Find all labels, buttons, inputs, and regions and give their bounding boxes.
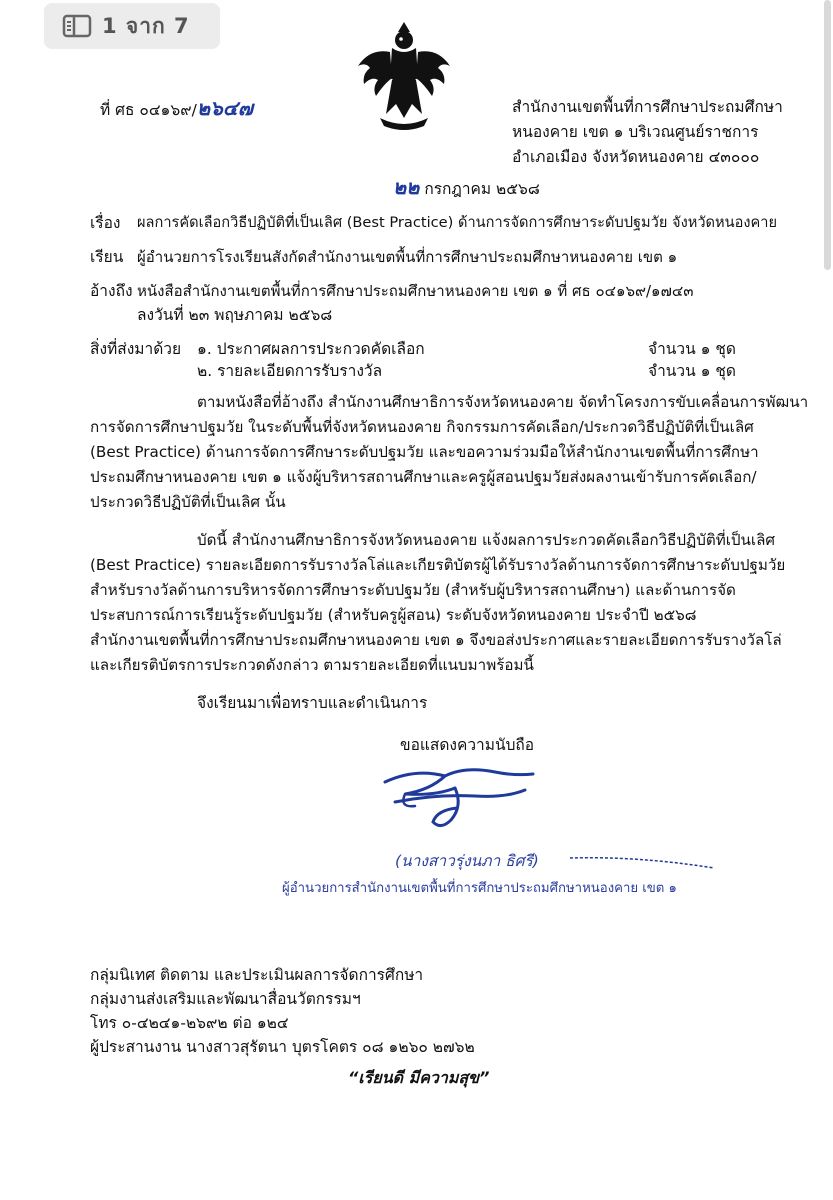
office-line-1: สำนักงานเขตพื้นที่การศึกษาประถมศึกษา — [512, 98, 783, 116]
para2-line-1: บัดนี้ สำนักงานศึกษาธิการจังหวัดหนองคาย แจ้งผลการประกวดคัดเลือกวิธีปฏิบัติที่เป็นเลิศ — [197, 531, 776, 549]
subject-label: เรื่อง — [90, 214, 121, 232]
subject-text: ผลการคัดเลือกวิธีปฏิบัติที่เป็นเลิศ (Best Practice) ด้านการจัดการศึกษาระดับปฐมวัย จังหวัดหนองคาย — [137, 214, 778, 231]
signature-image — [375, 760, 545, 838]
ref-prefix: ที่ ศธ ๐๔๑๖๙/ — [100, 101, 197, 119]
para1-line-2: การจัดการศึกษาปฐมวัย ในระดับพื้นที่จังหวัดหนองคาย กิจกรรมการคัดเลือก/ประกวดวิธีปฏิบัติที่เป็นเลิศ — [90, 418, 754, 436]
enclosure-item-2: ๒. รายละเอียดการรับรางวัล — [197, 362, 383, 380]
ref-label: อ้างถึง — [90, 282, 133, 300]
page-indicator[interactable] — [44, 3, 220, 49]
para1-line-1: ตามหนังสือที่อ้างถึง สำนักงานศึกษาธิการจังหวัดหนองคาย จัดทำโครงการขับเคลื่อนการพัฒนา — [197, 393, 809, 411]
garuda-emblem-icon — [352, 18, 457, 133]
footer-line-2: กลุ่มงานส่งเสริมและพัฒนาสื่อนวัตกรรมฯ — [90, 990, 361, 1008]
para1-line-3: (Best Practice) ด้านการจัดการศึกษาระดับปฐมวัย และขอความร่วมมือให้สำนักงานเขตพื้นที่การศึกษา — [90, 443, 759, 461]
signer-name: (นางสาวรุ่งนภา ธิศรี) — [395, 852, 539, 870]
page-indicator-label: 1 จาก 7 — [102, 13, 190, 38]
para2-line-6: และเกียรติบัตรการประกวดดังกล่าว ตามรายละเอียดที่แนบมาพร้อมนี้ — [90, 656, 534, 674]
motto: “เรียนดี มีความสุข” — [348, 1068, 490, 1087]
enclosure-item-1: ๑. ประกาศผลการประกวดคัดเลือก — [197, 340, 425, 358]
date-handwritten: ๒๒ — [393, 175, 420, 199]
ref-text-1: หนังสือสำนักงานเขตพื้นที่การศึกษาประถมศึกษาหนองคาย เขต ๑ ที่ ศธ ๐๔๑๖๙/๑๗๔๓ — [137, 282, 694, 300]
footer-line-4: ผู้ประสานงาน นางสาวสุรัตนา บุตรโคตร ๐๘ ๑๒๖๐ ๒๗๖๒ — [90, 1038, 475, 1056]
to-label: เรียน — [90, 248, 124, 266]
para2-line-4: ประสบการณ์การเรียนรู้ระดับปฐมวัย (สำหรับครูผู้สอน) ระดับจังหวัดหนองคาย ประจำปี ๒๕๖๘ — [90, 606, 697, 624]
scrollbar[interactable] — [824, 0, 831, 270]
pen-stroke-mark — [568, 852, 718, 872]
closing-request: จึงเรียนมาเพื่อทราบและดำเนินการ — [197, 694, 428, 712]
office-line-3: อำเภอเมือง จังหวัดหนองคาย ๔๓๐๐๐ — [512, 148, 760, 166]
para1-line-4: ประถมศึกษาหนองคาย เขต ๑ แจ้งผู้บริหารสถานศึกษาและครูผู้สอนปฐมวัยส่งผลงานเข้ารับการคัดเลือก/ — [90, 468, 757, 486]
ref-text-2: ลงวันที่ ๒๓ พฤษภาคม ๒๕๖๘ — [137, 306, 333, 324]
enclosure-qty-2: จำนวน ๑ ชุด — [648, 362, 736, 380]
para2-line-3: สำหรับรางวัลด้านการบริหารจัดการศึกษาระดับปฐมวัย (สำหรับผู้บริหารสถานศึกษา) และด้านการจัด — [90, 581, 736, 599]
office-line-2: หนองคาย เขต ๑ บริเวณศูนย์ราชการ — [512, 123, 759, 141]
to-text: ผู้อำนวยการโรงเรียนสังกัดสำนักงานเขตพื้นที่การศึกษาประถมศึกษาหนองคาย เขต ๑ — [137, 248, 678, 266]
reference-number — [100, 97, 253, 121]
footer-line-3: โทร ๐-๔๒๔๑-๒๖๙๒ ต่อ ๑๒๔ — [90, 1014, 289, 1032]
book-icon — [62, 14, 92, 38]
para1-line-5: ประกวดวิธีปฏิบัติที่เป็นเลิศ นั้น — [90, 493, 286, 511]
para2-line-2: (Best Practice) รายละเอียดการรับรางวัลโล่และเกียรติบัตรผู้ได้รับรางวัลด้านการจัดการศึกษาระดับปฐมวัย — [90, 556, 786, 574]
letter-date — [393, 176, 540, 200]
salutation: ขอแสดงความนับถือ — [400, 736, 535, 754]
ref-handwritten: ๒๖๔๗ — [196, 96, 253, 120]
footer-line-1: กลุ่มนิเทศ ติดตาม และประเมินผลการจัดการศึกษา — [90, 966, 424, 984]
signer-position: ผู้อำนวยการสำนักงานเขตพื้นที่การศึกษาประถมศึกษาหนองคาย เขต ๑ — [282, 881, 677, 896]
para2-line-5: สำนักงานเขตพื้นที่การศึกษาประถมศึกษาหนองคาย เขต ๑ จึงขอส่งประกาศและรายละเอียดการรับรางวัลโล่ — [90, 631, 782, 649]
date-rest: กรกฎาคม ๒๕๖๘ — [424, 180, 540, 198]
enclosure-qty-1: จำนวน ๑ ชุด — [648, 340, 736, 358]
enclosure-label: สิ่งที่ส่งมาด้วย — [90, 340, 182, 358]
